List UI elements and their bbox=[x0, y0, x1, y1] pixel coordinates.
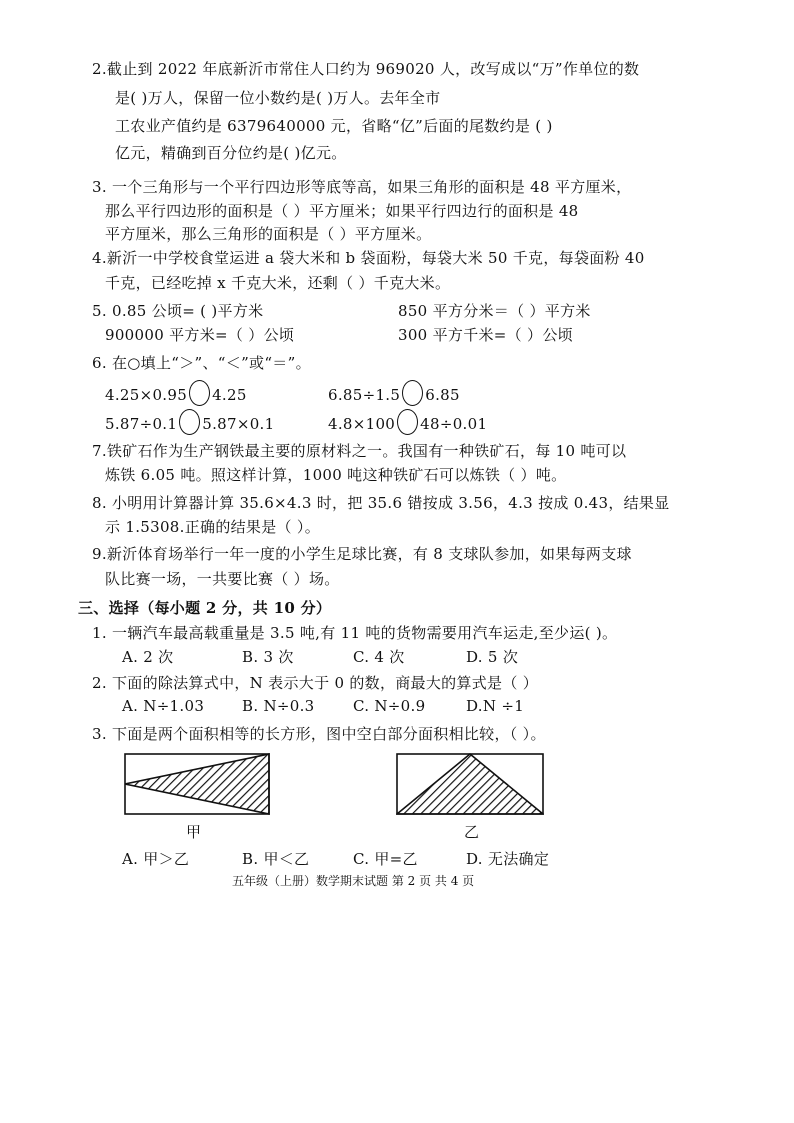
rectangle-figure-jia bbox=[124, 753, 270, 815]
q6-a-right: 4.25 bbox=[212, 386, 247, 404]
s3-q2-option-b[interactable]: B. N÷0.3 bbox=[242, 697, 315, 715]
s3-q3-option-d[interactable]: D. 无法确定 bbox=[466, 850, 550, 868]
q2-line-4: 亿元，精确到百分位约是( )亿元。 bbox=[115, 144, 347, 162]
q6-c-right: 5.87×0.1 bbox=[202, 415, 275, 433]
s3-q2-option-d[interactable]: D.N ÷1 bbox=[466, 697, 525, 715]
s3-q1-option-d[interactable]: D. 5 次 bbox=[466, 648, 519, 666]
q5-item-b: 850 平方分米＝（ ）平方米 bbox=[398, 302, 591, 320]
compare-circle[interactable] bbox=[402, 380, 423, 406]
q2-line-3: 工农业产值约是 6379640000 元，省略“亿”后面的尾数约是 ( ) bbox=[115, 117, 553, 135]
q6-item-a bbox=[105, 380, 247, 406]
q5-item-d: 300 平方千米=（ ）公顷 bbox=[398, 326, 573, 344]
q6-item-c bbox=[105, 409, 274, 435]
s3-q3-option-c[interactable]: C. 甲=乙 bbox=[353, 850, 418, 868]
figure-label-yi: 乙 bbox=[464, 823, 480, 841]
s3-q2-stem: 2. 下面的除法算式中，N 表示大于 0 的数，商最大的算式是（ ） bbox=[92, 674, 539, 692]
q2-line-2: 是( )万人，保留一位小数约是( )万人。去年全市 bbox=[115, 89, 441, 107]
q6-c-left: 5.87÷0.1 bbox=[105, 415, 178, 433]
page-footer: 五年级（上册）数学期末试题 第 2 页 共 4 页 bbox=[232, 874, 475, 888]
q6-d-left: 4.8×100 bbox=[328, 415, 396, 433]
q4-line-1: 4.新沂一中学校食堂运进 a 袋大米和 b 袋面粉，每袋大米 50 千克，每袋面粉 40 bbox=[92, 249, 645, 267]
section-3-title: 三、选择（每小题 2 分，共 10 分） bbox=[78, 599, 332, 617]
compare-circle[interactable] bbox=[397, 409, 418, 435]
q6-b-left: 6.85÷1.5 bbox=[328, 386, 401, 404]
q6-d-right: 48÷0.01 bbox=[420, 415, 488, 433]
q6-item-b bbox=[328, 380, 460, 406]
q8-line-2: 示 1.5308.正确的结果是（ ）。 bbox=[105, 518, 320, 536]
q3-line-2: 那么平行四边形的面积是（ ）平方厘米；如果平行四边行的面积是 48 bbox=[105, 202, 579, 220]
q4-line-2: 千克，已经吃掉 x 千克大米，还剩（ ）千克大米。 bbox=[105, 274, 451, 292]
s3-q1-option-c[interactable]: C. 4 次 bbox=[353, 648, 405, 666]
q6-item-d bbox=[328, 409, 487, 435]
compare-circle[interactable] bbox=[179, 409, 200, 435]
s3-q3-option-a[interactable]: A. 甲＞乙 bbox=[122, 850, 190, 868]
compare-circle[interactable] bbox=[189, 380, 210, 406]
s3-q1-option-b[interactable]: B. 3 次 bbox=[242, 648, 294, 666]
q6-b-right: 6.85 bbox=[425, 386, 460, 404]
q7-line-2: 炼铁 6.05 吨。照这样计算，1000 吨这种铁矿石可以炼铁（ ）吨。 bbox=[105, 466, 567, 484]
s3-q2-option-a[interactable]: A. N÷1.03 bbox=[122, 697, 205, 715]
q2-line-1: 2.截止到 2022 年底新沂市常住人口约为 969020 人，改写成以“万”作单位的数 bbox=[92, 60, 640, 78]
q3-line-1: 3. 一个三角形与一个平行四边形等底等高，如果三角形的面积是 48 平方厘米， bbox=[92, 178, 632, 196]
q8-line-1: 8. 小明用计算器计算 35.6×4.3 时，把 35.6 错按成 3.56，4.3 按成 0.43，结果显 bbox=[92, 494, 670, 512]
s3-q2-option-c[interactable]: C. N÷0.9 bbox=[353, 697, 426, 715]
q5-item-c: 900000 平方米=（ ）公顷 bbox=[105, 326, 295, 344]
q6-a-left: 4.25×0.95 bbox=[105, 386, 188, 404]
q7-line-1: 7.铁矿石作为生产钢铁最主要的原材料之一。我国有一种铁矿石，每 10 吨可以 bbox=[92, 442, 627, 460]
s3-q3-option-b[interactable]: B. 甲＜乙 bbox=[242, 850, 310, 868]
q3-line-3: 平方厘米，那么三角形的面积是（ ）平方厘米。 bbox=[105, 225, 432, 243]
q9-line-2: 队比赛一场，一共要比赛（ ）场。 bbox=[105, 570, 340, 588]
q5-item-a: 5. 0.85 公顷= ( )平方米 bbox=[92, 302, 264, 320]
q6-title: 6. 在○填上“＞”、“＜”或“＝”。 bbox=[92, 354, 311, 372]
q9-line-1: 9.新沂体育场举行一年一度的小学生足球比赛，有 8 支球队参加，如果每两支球 bbox=[92, 545, 632, 563]
s3-q1-stem: 1. 一辆汽车最高载重量是 3.5 吨,有 11 吨的货物需要用汽车运走,至少运( )。 bbox=[92, 624, 618, 642]
s3-q1-option-a[interactable]: A. 2 次 bbox=[122, 648, 174, 666]
figure-label-jia: 甲 bbox=[186, 823, 202, 841]
s3-q3-stem: 3. 下面是两个面积相等的长方形，图中空白部分面积相比较，（ ）。 bbox=[92, 725, 546, 743]
rectangle-figure-yi bbox=[396, 753, 544, 815]
